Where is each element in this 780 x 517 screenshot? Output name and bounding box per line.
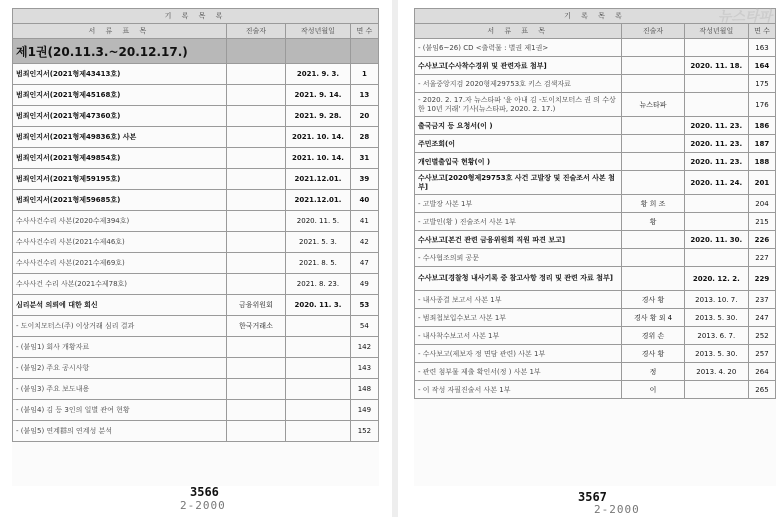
row-author	[226, 148, 285, 169]
row-date: 2020. 11. 23.	[684, 135, 748, 153]
row-page: 49	[350, 274, 378, 295]
right-page-number: 3567	[578, 490, 607, 504]
row-title: 심리분석 의뢰에 대한 회신	[13, 295, 227, 316]
row-date	[286, 421, 351, 442]
row-date: 2013. 5. 30.	[684, 309, 748, 327]
row-page: 31	[350, 148, 378, 169]
row-date	[684, 195, 748, 213]
row-title: - (붙임3) 주요 보도내용	[13, 379, 227, 400]
row-page: 13	[350, 85, 378, 106]
row-title: - (붙임1) 회사 개황자료	[13, 337, 227, 358]
row-author	[622, 171, 684, 195]
row-page: 188	[748, 153, 775, 171]
row-author	[226, 127, 285, 148]
row-title: 범죄인지서(2021형제59685호)	[13, 190, 227, 211]
row-date	[684, 93, 748, 117]
table-row	[415, 231, 776, 249]
table-row	[415, 381, 776, 399]
volume-row	[13, 39, 379, 64]
table-row	[415, 249, 776, 267]
row-page: 187	[748, 135, 775, 153]
row-page: 143	[350, 358, 378, 379]
row-author: 금융위원회	[226, 295, 285, 316]
table-header-title-row	[13, 9, 379, 24]
row-page: 257	[748, 345, 775, 363]
row-author	[226, 421, 285, 442]
row-title: - 내사종결 보고서 사본 1부	[415, 291, 622, 309]
table-row	[415, 57, 776, 75]
row-title: 주민조회(이	[415, 135, 622, 153]
row-page: 28	[350, 127, 378, 148]
row-title: - (붙임4) 김 등 3인의 일별 관여 현황	[13, 400, 227, 421]
row-author	[226, 253, 285, 274]
table-row	[415, 171, 776, 195]
right-page	[414, 8, 776, 486]
row-page: 252	[748, 327, 775, 345]
row-author	[226, 190, 285, 211]
row-author: 황 희 조	[622, 195, 684, 213]
table-title: 기 록 목 록	[13, 9, 379, 24]
row-page: 40	[350, 190, 378, 211]
table-row	[13, 169, 379, 190]
table-row	[13, 358, 379, 379]
column-header-who: 진술자	[226, 24, 285, 39]
table-row	[415, 213, 776, 231]
row-author	[226, 274, 285, 295]
table-row	[13, 295, 379, 316]
row-author	[622, 117, 684, 135]
table-row	[13, 148, 379, 169]
row-title: 범죄인지서(2021형제45168호)	[13, 85, 227, 106]
volume-title: 제1권(20.11.3.~20.12.17.)	[13, 39, 227, 64]
row-author	[226, 232, 285, 253]
left-record-table	[12, 8, 379, 442]
right-rows	[415, 39, 776, 399]
row-page: 265	[748, 381, 775, 399]
row-author: 황	[622, 213, 684, 231]
row-date: 2020. 11. 30.	[684, 231, 748, 249]
row-date: 2021. 10. 14.	[286, 127, 351, 148]
row-page: 204	[748, 195, 775, 213]
row-page: 142	[350, 337, 378, 358]
row-page: 39	[350, 169, 378, 190]
column-header-title: 서 류 표 목	[415, 24, 622, 39]
row-author	[622, 57, 684, 75]
row-author: 경사 황	[622, 345, 684, 363]
row-page: 176	[748, 93, 775, 117]
row-title: - 2020. 2. 17.자 뉴스타파 '윤 아내 김 -도이치모터스 권 의 수상한 10년 거래' 기사(뉴스타파, 2020. 2. 17.)	[415, 93, 622, 117]
table-column-header-row	[13, 24, 379, 39]
row-date	[684, 381, 748, 399]
left-stamp: 2-2000	[180, 499, 226, 512]
row-title: 범죄인지서(2021형제43413호)	[13, 64, 227, 85]
column-header-title: 서 류 표 목	[13, 24, 227, 39]
row-title: - (붙임6~26) CD <출력물 : 별권 제1권>	[415, 39, 622, 57]
row-date: 2020. 11. 3.	[286, 295, 351, 316]
table-row	[13, 400, 379, 421]
row-title: - (붙임2) 주요 공시사항	[13, 358, 227, 379]
row-author	[226, 379, 285, 400]
row-author	[622, 267, 684, 291]
row-title: - 관련 첨부물 제출 확인서(정 ) 사본 1부	[415, 363, 622, 381]
row-date	[684, 75, 748, 93]
row-page: 164	[748, 57, 775, 75]
row-page: 264	[748, 363, 775, 381]
row-title: - 고발인(황 ) 진술조서 사본 1부	[415, 213, 622, 231]
row-title: 수사사건수리 사본(2020수제394호)	[13, 211, 227, 232]
row-title: 범죄인지서(2021형제49836호) 사본	[13, 127, 227, 148]
table-row	[13, 106, 379, 127]
watermark-logo: 뉴스타파	[717, 9, 772, 25]
row-date	[286, 358, 351, 379]
row-title: - (붙임5) 연계群의 연계성 분석	[13, 421, 227, 442]
row-author	[226, 64, 285, 85]
row-title: 수사보고[경찰청 내사기록 중 참고사항 정리 및 관련 자료 첨부]	[415, 267, 622, 291]
row-title: 출국금지 등 요청서(이 )	[415, 117, 622, 135]
table-row	[415, 117, 776, 135]
table-row	[415, 93, 776, 117]
table-row	[13, 211, 379, 232]
row-title: 수사사건 수리 사본(2021수제78호)	[13, 274, 227, 295]
row-date	[286, 337, 351, 358]
row-author: 뉴스타파	[622, 93, 684, 117]
row-author: 경사 황	[622, 291, 684, 309]
table-row	[13, 274, 379, 295]
book-binding	[392, 0, 398, 517]
table-row	[13, 64, 379, 85]
row-date	[286, 400, 351, 421]
row-date: 2021. 10. 14.	[286, 148, 351, 169]
row-title: 수사사건수리 사본(2021수제69호)	[13, 253, 227, 274]
row-page: 149	[350, 400, 378, 421]
row-author: 경사 황 외 4	[622, 309, 684, 327]
row-page: 186	[748, 117, 775, 135]
row-author	[622, 249, 684, 267]
row-page: 247	[748, 309, 775, 327]
row-title: 수사보고[수사착수경위 및 관련자료 첨부]	[415, 57, 622, 75]
row-title: - 수사협조의뢰 공문	[415, 249, 622, 267]
table-row	[415, 345, 776, 363]
table-row	[415, 363, 776, 381]
row-page: 53	[350, 295, 378, 316]
right-stamp: 2-2000	[594, 503, 640, 516]
row-date: 2020. 11. 23.	[684, 117, 748, 135]
table-row	[13, 190, 379, 211]
row-title: - 수사보고(제보자 정 면담 관련) 사본 1부	[415, 345, 622, 363]
row-date: 2021. 9. 14.	[286, 85, 351, 106]
table-row	[415, 153, 776, 171]
row-title: 수사사건수리 사본(2021수제46호)	[13, 232, 227, 253]
row-author: 정	[622, 363, 684, 381]
row-author	[226, 85, 285, 106]
left-page-number: 3566	[190, 485, 219, 499]
table-row	[13, 316, 379, 337]
row-date: 2013. 10. 7.	[684, 291, 748, 309]
row-date: 2013. 6. 7.	[684, 327, 748, 345]
row-date: 2020. 12. 2.	[684, 267, 748, 291]
row-date: 2021.12.01.	[286, 190, 351, 211]
column-header-page: 면 수	[350, 24, 378, 39]
row-page: 229	[748, 267, 775, 291]
row-page: 215	[748, 213, 775, 231]
row-author	[226, 211, 285, 232]
row-author	[622, 39, 684, 57]
column-header-date: 작성년월일	[684, 24, 748, 39]
left-rows	[13, 64, 379, 442]
row-date	[684, 213, 748, 231]
row-date: 2020. 11. 18.	[684, 57, 748, 75]
row-date: 2021.12.01.	[286, 169, 351, 190]
row-page: 152	[350, 421, 378, 442]
row-title: - 이 작성 자필진술서 사본 1부	[415, 381, 622, 399]
row-title: 범죄인지서(2021형제49854호)	[13, 148, 227, 169]
row-title: 수사보고[2020형제29753호 사건 고발장 및 진술조서 사본 첨부]	[415, 171, 622, 195]
row-title: 수사보고[본건 관련 금융위원회 직원 파견 보고]	[415, 231, 622, 249]
row-date	[286, 379, 351, 400]
table-row	[415, 309, 776, 327]
row-author	[226, 358, 285, 379]
row-title: - 서울중앙지검 2020형제29753호 키스 검색자료	[415, 75, 622, 93]
table-row	[415, 135, 776, 153]
row-page: 226	[748, 231, 775, 249]
table-row	[13, 379, 379, 400]
row-date: 2021. 8. 5.	[286, 253, 351, 274]
table-row	[415, 39, 776, 57]
right-record-table	[414, 8, 776, 399]
row-page: 42	[350, 232, 378, 253]
row-date: 2021. 9. 28.	[286, 106, 351, 127]
row-date: 2021. 8. 23.	[286, 274, 351, 295]
row-date: 2021. 9. 3.	[286, 64, 351, 85]
row-date	[684, 39, 748, 57]
row-title: - 범죄첩보입수보고 사본 1부	[415, 309, 622, 327]
table-row	[13, 421, 379, 442]
table-row	[415, 75, 776, 93]
left-page	[12, 8, 379, 486]
table-row	[415, 327, 776, 345]
column-header-date: 작성년월일	[286, 24, 351, 39]
row-date: 2013. 5. 30.	[684, 345, 748, 363]
row-page: 163	[748, 39, 775, 57]
row-page: 1	[350, 64, 378, 85]
column-header-who: 진술자	[622, 24, 684, 39]
row-author	[622, 153, 684, 171]
table-row	[13, 232, 379, 253]
row-date: 2021. 5. 3.	[286, 232, 351, 253]
row-page: 148	[350, 379, 378, 400]
row-author	[226, 169, 285, 190]
row-page: 237	[748, 291, 775, 309]
row-date: 2020. 11. 24.	[684, 171, 748, 195]
table-title: 기 록 목 록	[415, 9, 776, 24]
row-page: 47	[350, 253, 378, 274]
table-row	[13, 253, 379, 274]
row-author	[622, 135, 684, 153]
row-date	[684, 249, 748, 267]
table-row	[415, 195, 776, 213]
row-page: 54	[350, 316, 378, 337]
row-author	[226, 337, 285, 358]
row-date: 2013. 4. 20	[684, 363, 748, 381]
table-row	[415, 267, 776, 291]
row-author	[622, 75, 684, 93]
row-page: 41	[350, 211, 378, 232]
row-title: - 내사착수보고서 사본 1부	[415, 327, 622, 345]
row-author: 경위 손	[622, 327, 684, 345]
row-date: 2020. 11. 5.	[286, 211, 351, 232]
row-page: 20	[350, 106, 378, 127]
row-title: 개인별출입국 현황(이 )	[415, 153, 622, 171]
table-row	[13, 85, 379, 106]
row-date	[286, 316, 351, 337]
row-author	[226, 106, 285, 127]
row-author: 한국거래소	[226, 316, 285, 337]
row-title: - 도이치모터스(주) 이상거래 심리 결과	[13, 316, 227, 337]
row-date: 2020. 11. 23.	[684, 153, 748, 171]
row-title: - 고발장 사본 1부	[415, 195, 622, 213]
column-header-page: 면 수	[748, 24, 775, 39]
row-page: 201	[748, 171, 775, 195]
table-row	[13, 337, 379, 358]
table-row	[415, 291, 776, 309]
row-title: 범죄인지서(2021형제59195호)	[13, 169, 227, 190]
row-author	[226, 400, 285, 421]
row-page: 227	[748, 249, 775, 267]
table-row	[13, 127, 379, 148]
row-author	[622, 231, 684, 249]
row-author: 이	[622, 381, 684, 399]
row-page: 175	[748, 75, 775, 93]
row-title: 범죄인지서(2021형제47360호)	[13, 106, 227, 127]
